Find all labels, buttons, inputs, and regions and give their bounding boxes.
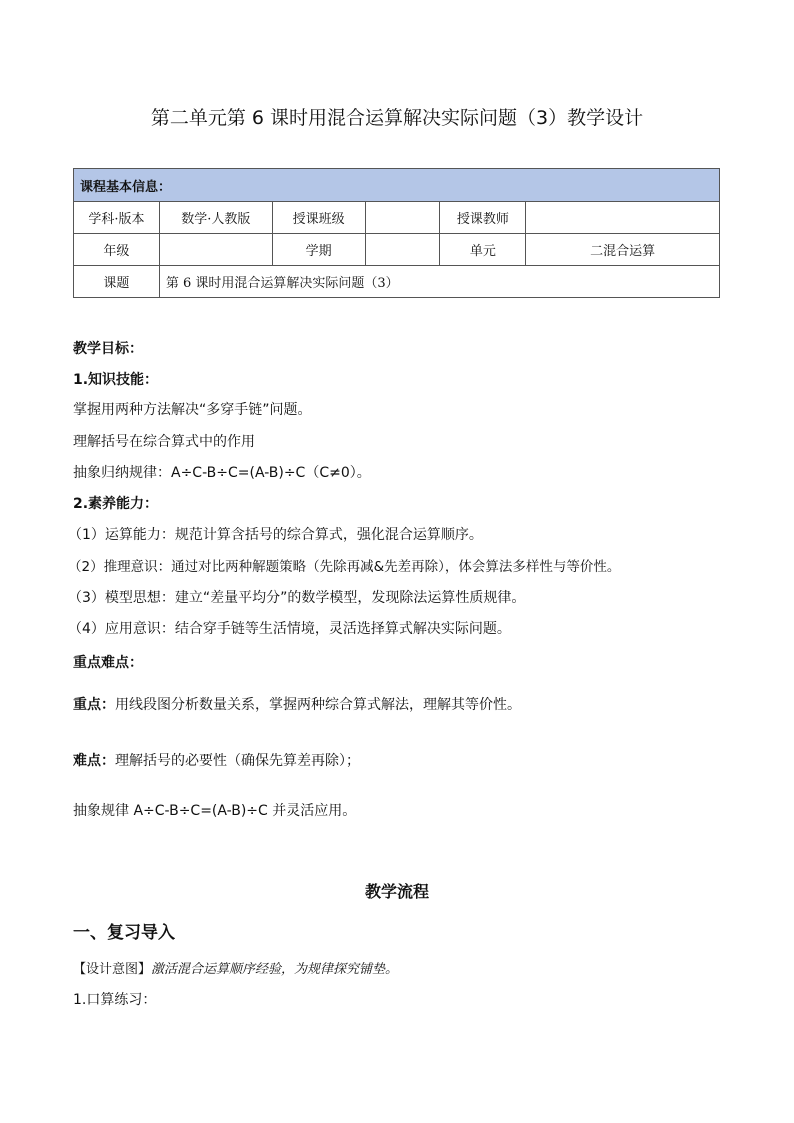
objectives-heading: 教学目标：	[73, 341, 143, 357]
table-row	[74, 266, 720, 298]
literacy-item: （1）运算能力：规范计算含括号的综合算式，强化混合运算顺序。	[68, 527, 483, 543]
intent-label: 【设计意图】	[73, 962, 152, 977]
literacy-item: （4）应用意识：结合穿手链等生活情境，灵活选择算式解决实际问题。	[68, 621, 511, 637]
grade-value	[159, 234, 272, 266]
difficulty-line	[73, 750, 360, 770]
focus-line	[73, 694, 521, 714]
key-points-heading: 重点难点：	[73, 655, 143, 671]
unit-label: 单元	[440, 234, 526, 266]
class-label: 授课班级	[272, 202, 365, 234]
table-header: 课程基本信息：	[74, 169, 720, 202]
table-header-row	[74, 169, 720, 202]
page-title: 第二单元第 6 课时用混合运算解决实际问题（3）教学设计	[150, 107, 644, 129]
topic-value: 第 6 课时用混合运算解决实际问题（3）	[159, 266, 719, 298]
table-row	[74, 234, 720, 266]
subject-value: 数学·人教版	[159, 202, 272, 234]
table-row	[74, 202, 720, 234]
teacher-value	[526, 202, 720, 234]
flow-heading: 教学流程	[364, 882, 429, 901]
subject-label: 学科·版本	[74, 202, 160, 234]
focus-text: 用线段图分析数量关系，掌握两种综合算式解法，理解其等价性。	[115, 697, 521, 713]
course-info-table	[73, 168, 720, 298]
term-label: 学期	[272, 234, 365, 266]
design-intent-line	[73, 958, 398, 977]
oral-practice-label: 1.口算练习：	[73, 992, 157, 1008]
topic-label: 课题	[74, 266, 160, 298]
knowledge-item: 理解括号在综合算式中的作用	[73, 434, 255, 450]
term-value	[365, 234, 440, 266]
difficulty-text-2: 抽象规律 A÷C-B÷C=(A-B)÷C 并灵活应用。	[73, 803, 357, 819]
literacy-item: （2）推理意识：通过对比两种解题策略（先除再减&先差再除），体会算法多样性与等价性。	[68, 559, 621, 575]
literacy-heading: 2.素养能力：	[73, 496, 159, 512]
teacher-label: 授课教师	[440, 202, 526, 234]
difficulty-text: 理解括号的必要性（确保先算差再除）；	[115, 753, 360, 769]
difficulty-label: 难点：	[73, 753, 115, 769]
knowledge-heading: 1.知识技能：	[73, 372, 159, 388]
knowledge-item: 掌握用两种方法解决“多穿手链”问题。	[73, 402, 312, 418]
section-heading: 一、复习导入	[73, 923, 175, 943]
grade-label: 年级	[74, 234, 160, 266]
literacy-item: （3）模型思想：建立“差量平均分”的数学模型，发现除法运算性质规律。	[68, 590, 526, 606]
class-value	[365, 202, 440, 234]
focus-label: 重点：	[73, 697, 115, 713]
unit-value: 二混合运算	[526, 234, 720, 266]
knowledge-item: 抽象归纳规律：A÷C-B÷C=(A-B)÷C（C≠0）。	[73, 465, 371, 481]
intent-text: 激活混合运算顺序经验，为规律探究铺垫。	[151, 962, 399, 977]
